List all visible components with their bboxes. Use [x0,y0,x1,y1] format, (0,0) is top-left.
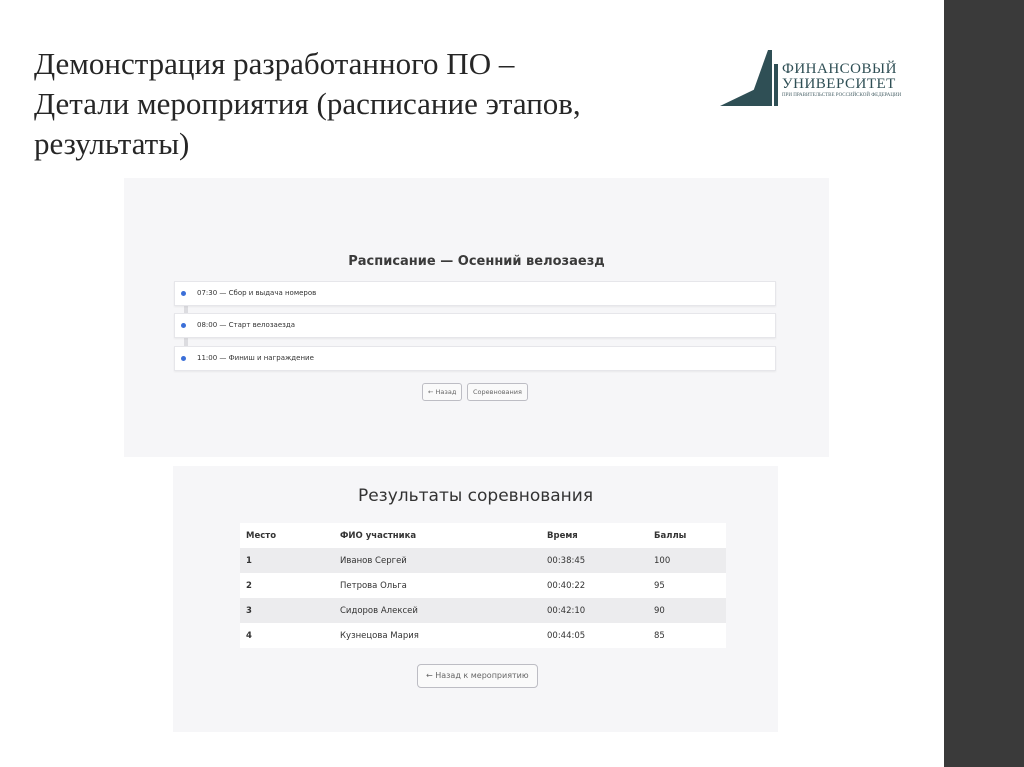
slide-title [34,44,674,164]
cell-name: Кузнецова Мария [334,623,541,648]
cell-time: 00:40:22 [541,573,648,598]
schedule-item-text: 11:00 — Финиш и награждение [197,354,314,362]
slide-title-line-1: Демонстрация разработанного ПО – [34,46,515,81]
logo-text-line-2: УНИВЕРСИТЕТ [782,76,896,92]
cell-name: Петрова Ольга [334,573,541,598]
logo-text-line-3: ПРИ ПРАВИТЕЛЬСТВЕ РОССИЙСКОЙ ФЕДЕРАЦИИ [782,93,902,98]
cell-time: 00:42:10 [541,598,648,623]
results-table [240,523,726,648]
table-row [240,623,726,648]
competitions-button[interactable]: Соревнования [467,383,528,401]
cell-time: 00:44:05 [541,623,648,648]
results-title: Результаты соревнования [357,486,594,506]
table-row [240,548,726,573]
logo-emblem-icon [718,44,780,110]
cell-place: 3 [240,598,334,623]
schedule-item [174,346,776,371]
schedule-item [174,281,776,306]
column-header-score: Баллы [648,523,726,548]
cell-name: Сидоров Алексей [334,598,541,623]
back-to-event-button[interactable]: ← Назад к мероприятию [417,664,538,688]
table-row [240,573,726,598]
cell-place: 2 [240,573,334,598]
cell-place: 1 [240,548,334,573]
cell-place: 4 [240,623,334,648]
back-button[interactable]: ← Назад [422,383,462,401]
timeline-dot-icon [181,291,186,296]
schedule-item [174,313,776,338]
schedule-title: Расписание — Осенний велозаезд [348,254,605,269]
cell-score: 90 [648,598,726,623]
schedule-item-text: 08:00 — Старт велозаезда [197,321,295,329]
column-header-time: Время [541,523,648,548]
cell-score: 100 [648,548,726,573]
column-header-name: ФИО участника [334,523,541,548]
results-screenshot [173,466,778,732]
schedule-item-text: 07:30 — Сбор и выдача номеров [197,289,317,297]
cell-time: 00:38:45 [541,548,648,573]
cell-score: 85 [648,623,726,648]
logo-text-line-1: ФИНАНСОВЫЙ [782,61,897,77]
table-header-row [240,523,726,548]
column-header-place: Место [240,523,334,548]
university-logo [718,44,918,110]
slide-title-line-3: результаты) [34,126,190,161]
timeline-dot-icon [181,356,186,361]
timeline-dot-icon [181,323,186,328]
slide-title-line-2: Детали мероприятия (расписание этапов, [34,86,581,121]
slide-side-bar [944,0,1024,767]
cell-name: Иванов Сергей [334,548,541,573]
table-row [240,598,726,623]
cell-score: 95 [648,573,726,598]
schedule-screenshot [124,178,829,457]
